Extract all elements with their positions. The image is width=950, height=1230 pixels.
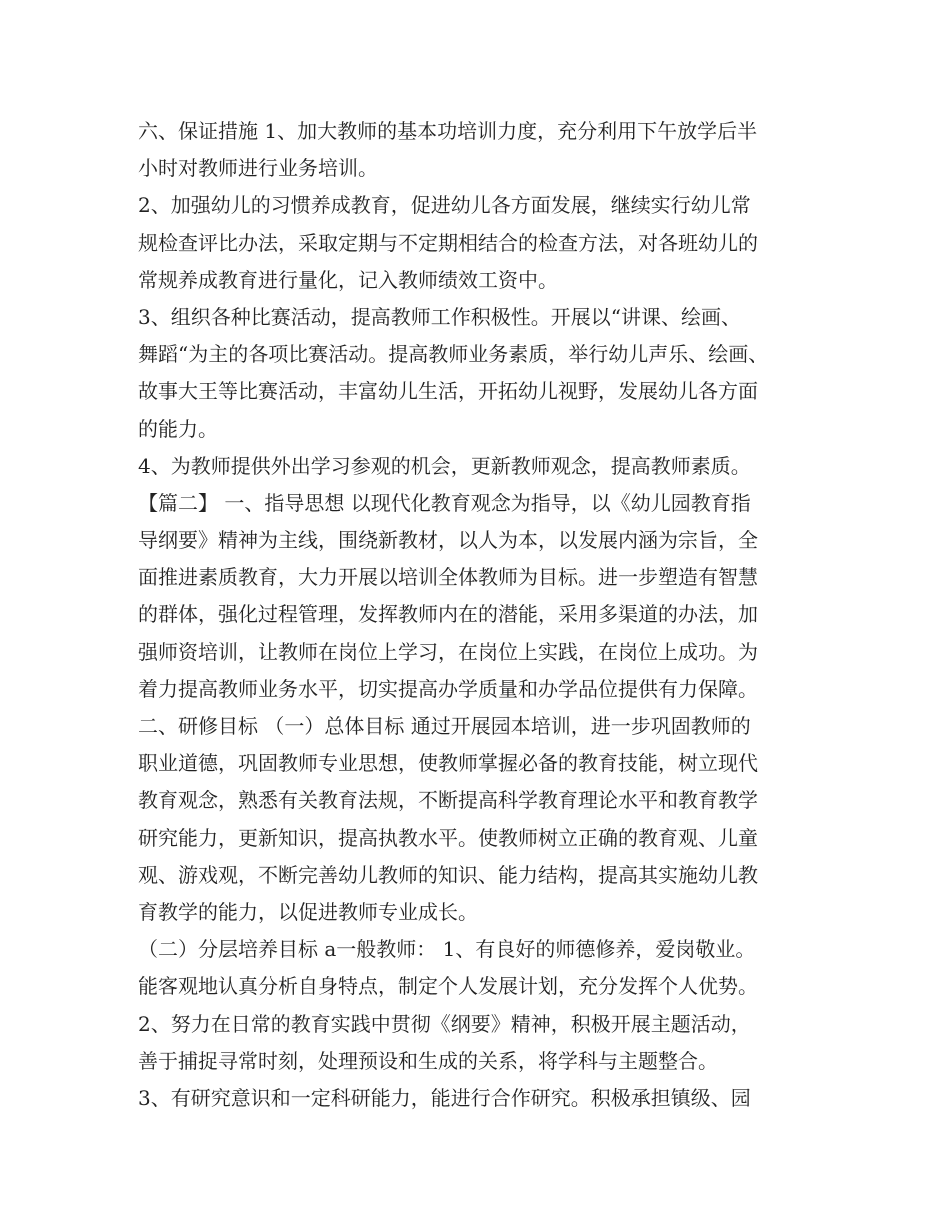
text-line: 教育观念，熟悉有关教育法规，不断提高科学教育理论水平和教育教学 (138, 788, 758, 813)
text-line: 观、游戏观，不断完善幼儿教师的知识、能力结构，提高其实施幼儿教 (138, 862, 758, 887)
text-line: 3、有研究意识和一定科研能力，能进行合作研究。积极承担镇级、园 (138, 1085, 751, 1110)
text-line: 2、加强幼儿的习惯养成教育，促进幼儿各方面发展，继续实行幼儿常 (138, 193, 751, 218)
text-line: 【篇二】 一、指导思想 以现代化教育观念为指导，以《幼儿园教育指 (138, 490, 751, 515)
text-line: 舞蹈“为主的各项比赛活动。提高教师业务素质，举行幼儿声乐、绘画、 (138, 342, 769, 367)
text-line: 常规养成教育进行量化，记入教师绩效工资中。 (138, 267, 558, 292)
text-line: 小时对教师进行业务培训。 (138, 156, 378, 181)
text-line: 4、为教师提供外出学习参观的机会，更新教师观念，提高教师素质。 (138, 453, 751, 478)
text-line: 六、保证措施 1、加大教师的基本功培训力度，充分利用下午放学后半 (138, 119, 758, 143)
text-line: 强师资培训，让教师在岗位上学习，在岗位上实践，在岗位上成功。为 (138, 639, 758, 664)
text-line: 2、努力在日常的教育实践中贯彻《纲要》精神，积极开展主题活动， (138, 1011, 751, 1036)
text-line: 着力提高教师业务水平，切实提高办学质量和办学品位提供有力保障。 (138, 676, 758, 701)
text-line: （二）分层培养目标 a一般教师： 1、有良好的师德修养，爱岗敬业。 (138, 937, 756, 962)
text-line: 面推进素质教育，大力开展以培训全体教师为目标。进一步塑造有智慧 (138, 565, 758, 590)
text-line: 规检查评比办法，采取定期与不定期相结合的检查方法，对各班幼儿的 (138, 230, 758, 255)
text-line: 二、研修目标 （一）总体目标 通过开展园本培训，进一步巩固教师的 (138, 714, 751, 738)
text-line: 育教学的能力，以促进教师专业成长。 (138, 899, 478, 924)
text-line: 的能力。 (138, 416, 218, 441)
text-line: 的群体，强化过程管理，发挥教师内在的潜能，采用多渠道的办法，加 (138, 602, 758, 627)
text-line: 3、组织各种比赛活动，提高教师工作积极性。开展以“讲课、绘画、 (138, 304, 741, 329)
text-line: 故事大王等比赛活动，丰富幼儿生活，开拓幼儿视野，发展幼儿各方面 (138, 379, 758, 404)
text-line: 导纲要》精神为主线，围绕新教材，以人为本，以发展内涵为宗旨，全 (138, 528, 758, 553)
text-line: 能客观地认真分析自身特点，制定个人发展计划，充分发挥个人优势。 (138, 974, 758, 999)
text-line: 研究能力，更新知识，提高执教水平。使教师树立正确的教育观、儿童 (138, 825, 758, 850)
text-line: 职业道德，巩固教师专业思想，使教师掌握必备的教育技能，树立现代 (138, 751, 758, 776)
document-body (138, 113, 838, 1117)
text-line: 善于捕捉寻常时刻，处理预设和生成的关系，将学科与主题整合。 (138, 1048, 718, 1073)
